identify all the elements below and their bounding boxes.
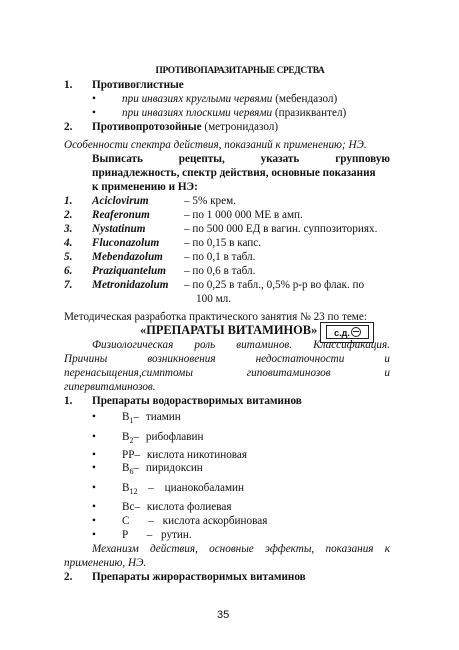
section-number: 2. [64,571,73,583]
page-number: 35 [217,609,230,621]
intro-line: гипервитаминозов. [64,381,156,393]
rx-name: Praziquantelum [92,265,166,277]
vitamin-item: C – кислота аскорбиновая [122,515,268,527]
intro-line: перенасыщения,симптомы гиповитаминозов и [64,367,390,379]
rx-name: Metronidazolum [92,279,169,291]
rx-name: Fluconazolum [92,237,160,249]
features-line: Особенности спектра действия, показаний к применению; НЭ. [64,139,367,151]
method-line: Методическая разработка практического занятия № 23 по теме: [64,311,367,323]
bullet-glyph: • [92,93,96,105]
section-heading: Препараты водорастворимых витаминов [92,395,302,407]
rx-number: 2. [64,209,73,221]
rx-dose: – по 1 000 000 МЕ в амп. [184,209,303,221]
rx-number: 4. [64,237,73,249]
section-number: 1. [64,79,73,91]
rx-name: Aciclovirum [92,195,149,207]
vitamin-item: $B_2-$ рибофлавин [122,431,204,445]
section-heading: Препараты жирорастворимых витаминов [92,571,306,583]
task-line: Выписать рецепты, указать групповую [92,153,390,165]
intro-line: Причины возникновения недостаточности и [64,353,390,365]
task-line: к применению и НЭ: [92,181,198,193]
vitamin-item: $B_1-$ тиамин [122,411,181,425]
section-number: 1. [64,395,73,407]
bullet-glyph: • [92,529,96,541]
rx-number: 1. [64,195,73,207]
bullet-glyph: • [92,462,96,474]
vitamin-item: PP– кислота никотиновая [122,449,248,461]
page-title: ПРОТИВОПАРАЗИТАРНЫЕ СРЕДСТВА [155,66,325,76]
rx-number: 5. [64,251,73,263]
vitamin-item: Bc– кислота фолиевая [122,501,232,513]
rx-dose: – по 0,25 в табл., 0,5% р-р во флак. по [184,279,365,291]
intro-line: Физиологическая роль витаминов. Классификация. [92,339,390,351]
mechanism-line: Механизм действия, основные эффекты, показания к [92,543,390,555]
rx-dose: – 5% крем. [184,195,236,207]
section-heading: Противоглистные [92,79,184,91]
minus-circle-icon [351,327,361,337]
rx-dose: – по 0,1 в табл. [184,251,256,263]
bullet-item [92,106,96,120]
rx-name: Nystatinum [92,223,146,235]
rx-dose-cont: 100 мл. [196,293,232,305]
bullet-text: при инвазиях плоскими червями (празиквантел) [122,107,347,119]
bullet-glyph: • [92,501,96,513]
rx-dose: – по 0,6 в табл. [184,265,256,277]
bullet-text: при инвазиях круглыми червями (мебендазол) [122,93,338,105]
section-number: 2. [64,121,73,133]
bullet-glyph: • [92,515,96,527]
vitamin-item: $B_6-$ пиридоксин [122,462,203,476]
topic-title: «ПРЕПАРАТЫ ВИТАМИНОВ» [140,323,318,337]
bullet-glyph: • [92,482,96,494]
vitamin-item: $B_{12}$ – цианокобаламин [122,482,244,496]
bullet-item [92,92,96,106]
rx-dose: – по 0,15 в капс. [184,237,262,249]
task-line: принадлежность, спектр действия, основные показания [92,167,376,179]
rx-name: Mebendazolum [92,251,163,263]
rx-number: 7. [64,279,73,291]
rx-number: 6. [64,265,73,277]
bullet-glyph: • [92,431,96,443]
rx-dose: – по 500 000 ЕД в вагин. суппозиториях. [184,223,378,235]
section-heading: Противопротозойные (метронидазол) [92,121,279,133]
rx-number: 3. [64,223,73,235]
vitamin-item: P – рутин. [122,529,192,541]
bullet-glyph: • [92,107,96,119]
bullet-glyph: • [92,449,96,461]
bullet-glyph: • [92,411,96,423]
mechanism-line: применению, НЭ. [64,557,147,569]
stamp-label: с.д. [326,325,369,339]
rx-name: Reaferonum [92,209,150,221]
